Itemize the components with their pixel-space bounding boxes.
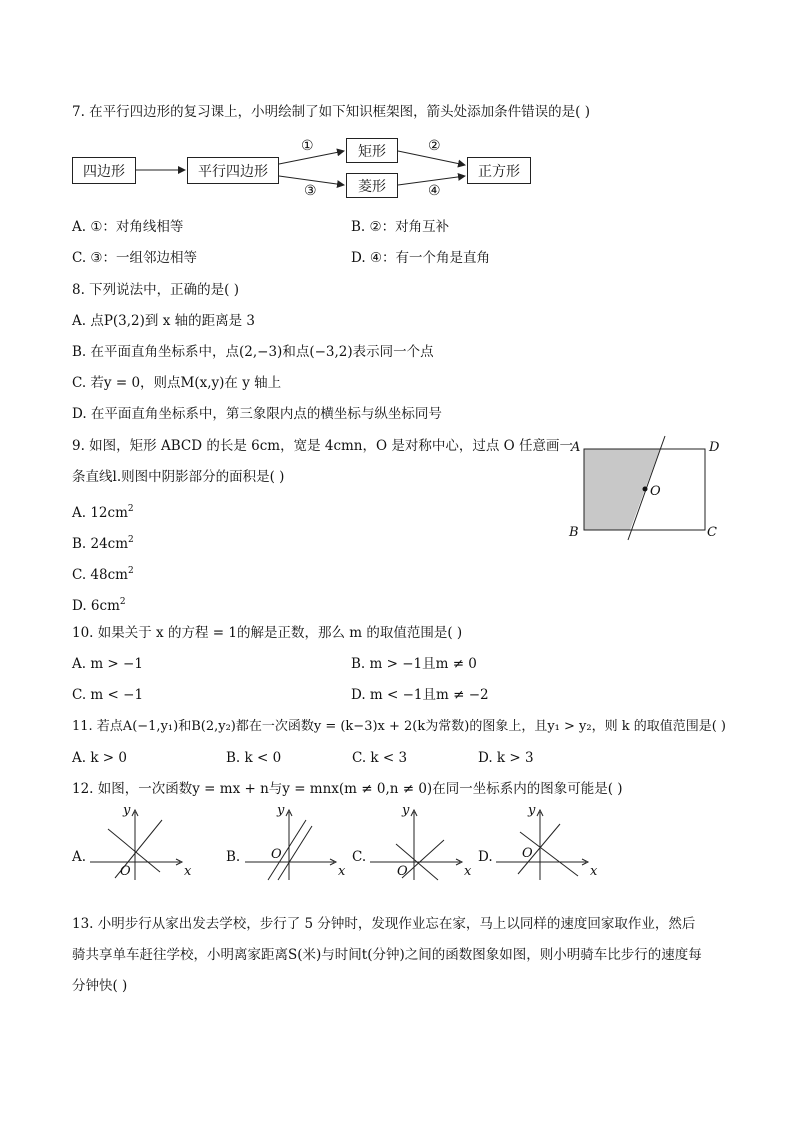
q9-option-c-text: C. 48cm (72, 567, 128, 583)
label-d: D (709, 440, 720, 455)
q12-a-origin-label: O (120, 864, 131, 879)
marker-1: ① (301, 138, 314, 154)
q8-option-b: B. 在平面直角坐标系中，点(2,−3)和点(−3,2)表示同一个点 (72, 344, 434, 360)
q9-option-a-text: A. 12cm (72, 505, 128, 521)
q9-option-d-sup: 2 (119, 597, 126, 607)
marker-3: ③ (304, 183, 317, 199)
q11-option-b: B. k < 0 (226, 750, 282, 766)
q12-d-x-label: x (590, 864, 598, 879)
q12-c-x-label: x (464, 864, 472, 879)
q10-option-d: D. m < −1且m ≠ −2 (351, 687, 489, 703)
box-quadrilateral: 四边形 (72, 157, 136, 184)
label-o: O (650, 484, 661, 499)
q10-option-a: A. m > −1 (72, 656, 143, 672)
q12-b-y-label: y (277, 803, 285, 818)
q9-option-d-text: D. 6cm (72, 598, 120, 614)
q12-b-x-label: x (338, 864, 346, 879)
q9-stem-line1: 9. 如图，矩形 ABCD 的长是 6cm，宽是 4cmn，O 是对称中心，过点 O 任意画一 (72, 438, 574, 454)
q9-stem-line2: 条直线l.则图中阴影部分的面积是( ) (72, 469, 285, 485)
q12-option-c: C. (352, 849, 367, 865)
q13-line2: 骑共享单车赶往学校，小明离家距离S(米)与时间t(分钟)之间的函数图象如图，则小明骑车比步行的速度每 (72, 947, 702, 963)
q12-c-origin-label: O (397, 864, 408, 879)
q12-d-origin-label: O (522, 846, 533, 861)
q13-line1: 13. 小明步行从家出发去学校，步行了 5 分钟时，发现作业忘在家，马上以同样的速度回家取作业，然后 (72, 916, 696, 932)
q7-option-b: B. ②：对角互补 (351, 219, 450, 235)
q7-option-c: C. ③：一组邻边相等 (72, 250, 198, 266)
box-rhombus: 菱形 (346, 173, 398, 198)
q9-option-c-sup: 2 (127, 566, 134, 576)
q8-option-d: D. 在平面直角坐标系中，第三象限内点的横坐标与纵坐标同号 (72, 406, 442, 422)
q11-option-c: C. k < 3 (352, 750, 408, 766)
marker-4: ④ (428, 183, 441, 199)
q8-stem: 8. 下列说法中，正确的是( ) (72, 282, 239, 298)
q7-option-a: A. ①：对角线相等 (72, 219, 184, 235)
q12-a-y-label: y (123, 803, 131, 818)
q12-b-origin-label: O (271, 847, 282, 862)
box-rectangle: 矩形 (346, 138, 398, 163)
q13-line3: 分钟快( ) (72, 978, 128, 994)
box-parallelogram: 平行四边形 (187, 157, 279, 184)
q9-option-a-sup: 2 (127, 504, 134, 514)
q10-stem: 10. 如果关于 x 的方程 = 1的解是正数，那么 m 的取值范围是( ) (72, 625, 463, 641)
q8-option-c: C. 若y = 0，则点M(x,y)在 y 轴上 (72, 375, 282, 391)
q12-a-x-label: x (184, 864, 192, 879)
q9-option-b-text: B. 24cm (72, 536, 129, 552)
q11-stem: 11. 若点A(−1,y₁)和B(2,y₂)都在一次函数y = (k−3)x + 2(k为常数)的图象上，且y₁ > y₂，则 k 的取值范围是( ) (72, 719, 726, 734)
q12-stem: 12. 如图，一次函数y = mx + n与y = mnx(m ≠ 0,n ≠ 0)在同一坐标系内的图象可能是( ) (72, 781, 623, 797)
label-a: A (571, 440, 581, 455)
q9-option-b-sup: 2 (128, 535, 134, 545)
q8-option-a: A. 点P(3,2)到 x 轴的距离是 3 (72, 313, 255, 329)
q12-d-y-label: y (528, 803, 536, 818)
q12-c-y-label: y (402, 803, 410, 818)
q12-option-d: D. (478, 849, 493, 865)
q10-option-b: B. m > −1且m ≠ 0 (351, 656, 477, 672)
box-square: 正方形 (467, 157, 531, 184)
label-c: C (707, 525, 717, 540)
q12-option-a: A. (72, 849, 87, 865)
q7-stem: 7. 在平行四边形的复习课上，小明绘制了如下知识框架图，箭头处添加条件错误的是( ) (72, 104, 590, 120)
q7-option-d: D. ④：有一个角是直角 (351, 250, 491, 266)
q10-option-c: C. m < −1 (72, 687, 144, 703)
q12-option-b: B. (226, 849, 241, 865)
label-b: B (569, 525, 579, 540)
q11-option-a: A. k > 0 (72, 750, 127, 766)
marker-2: ② (428, 138, 441, 154)
q11-option-d: D. k > 3 (478, 750, 534, 766)
